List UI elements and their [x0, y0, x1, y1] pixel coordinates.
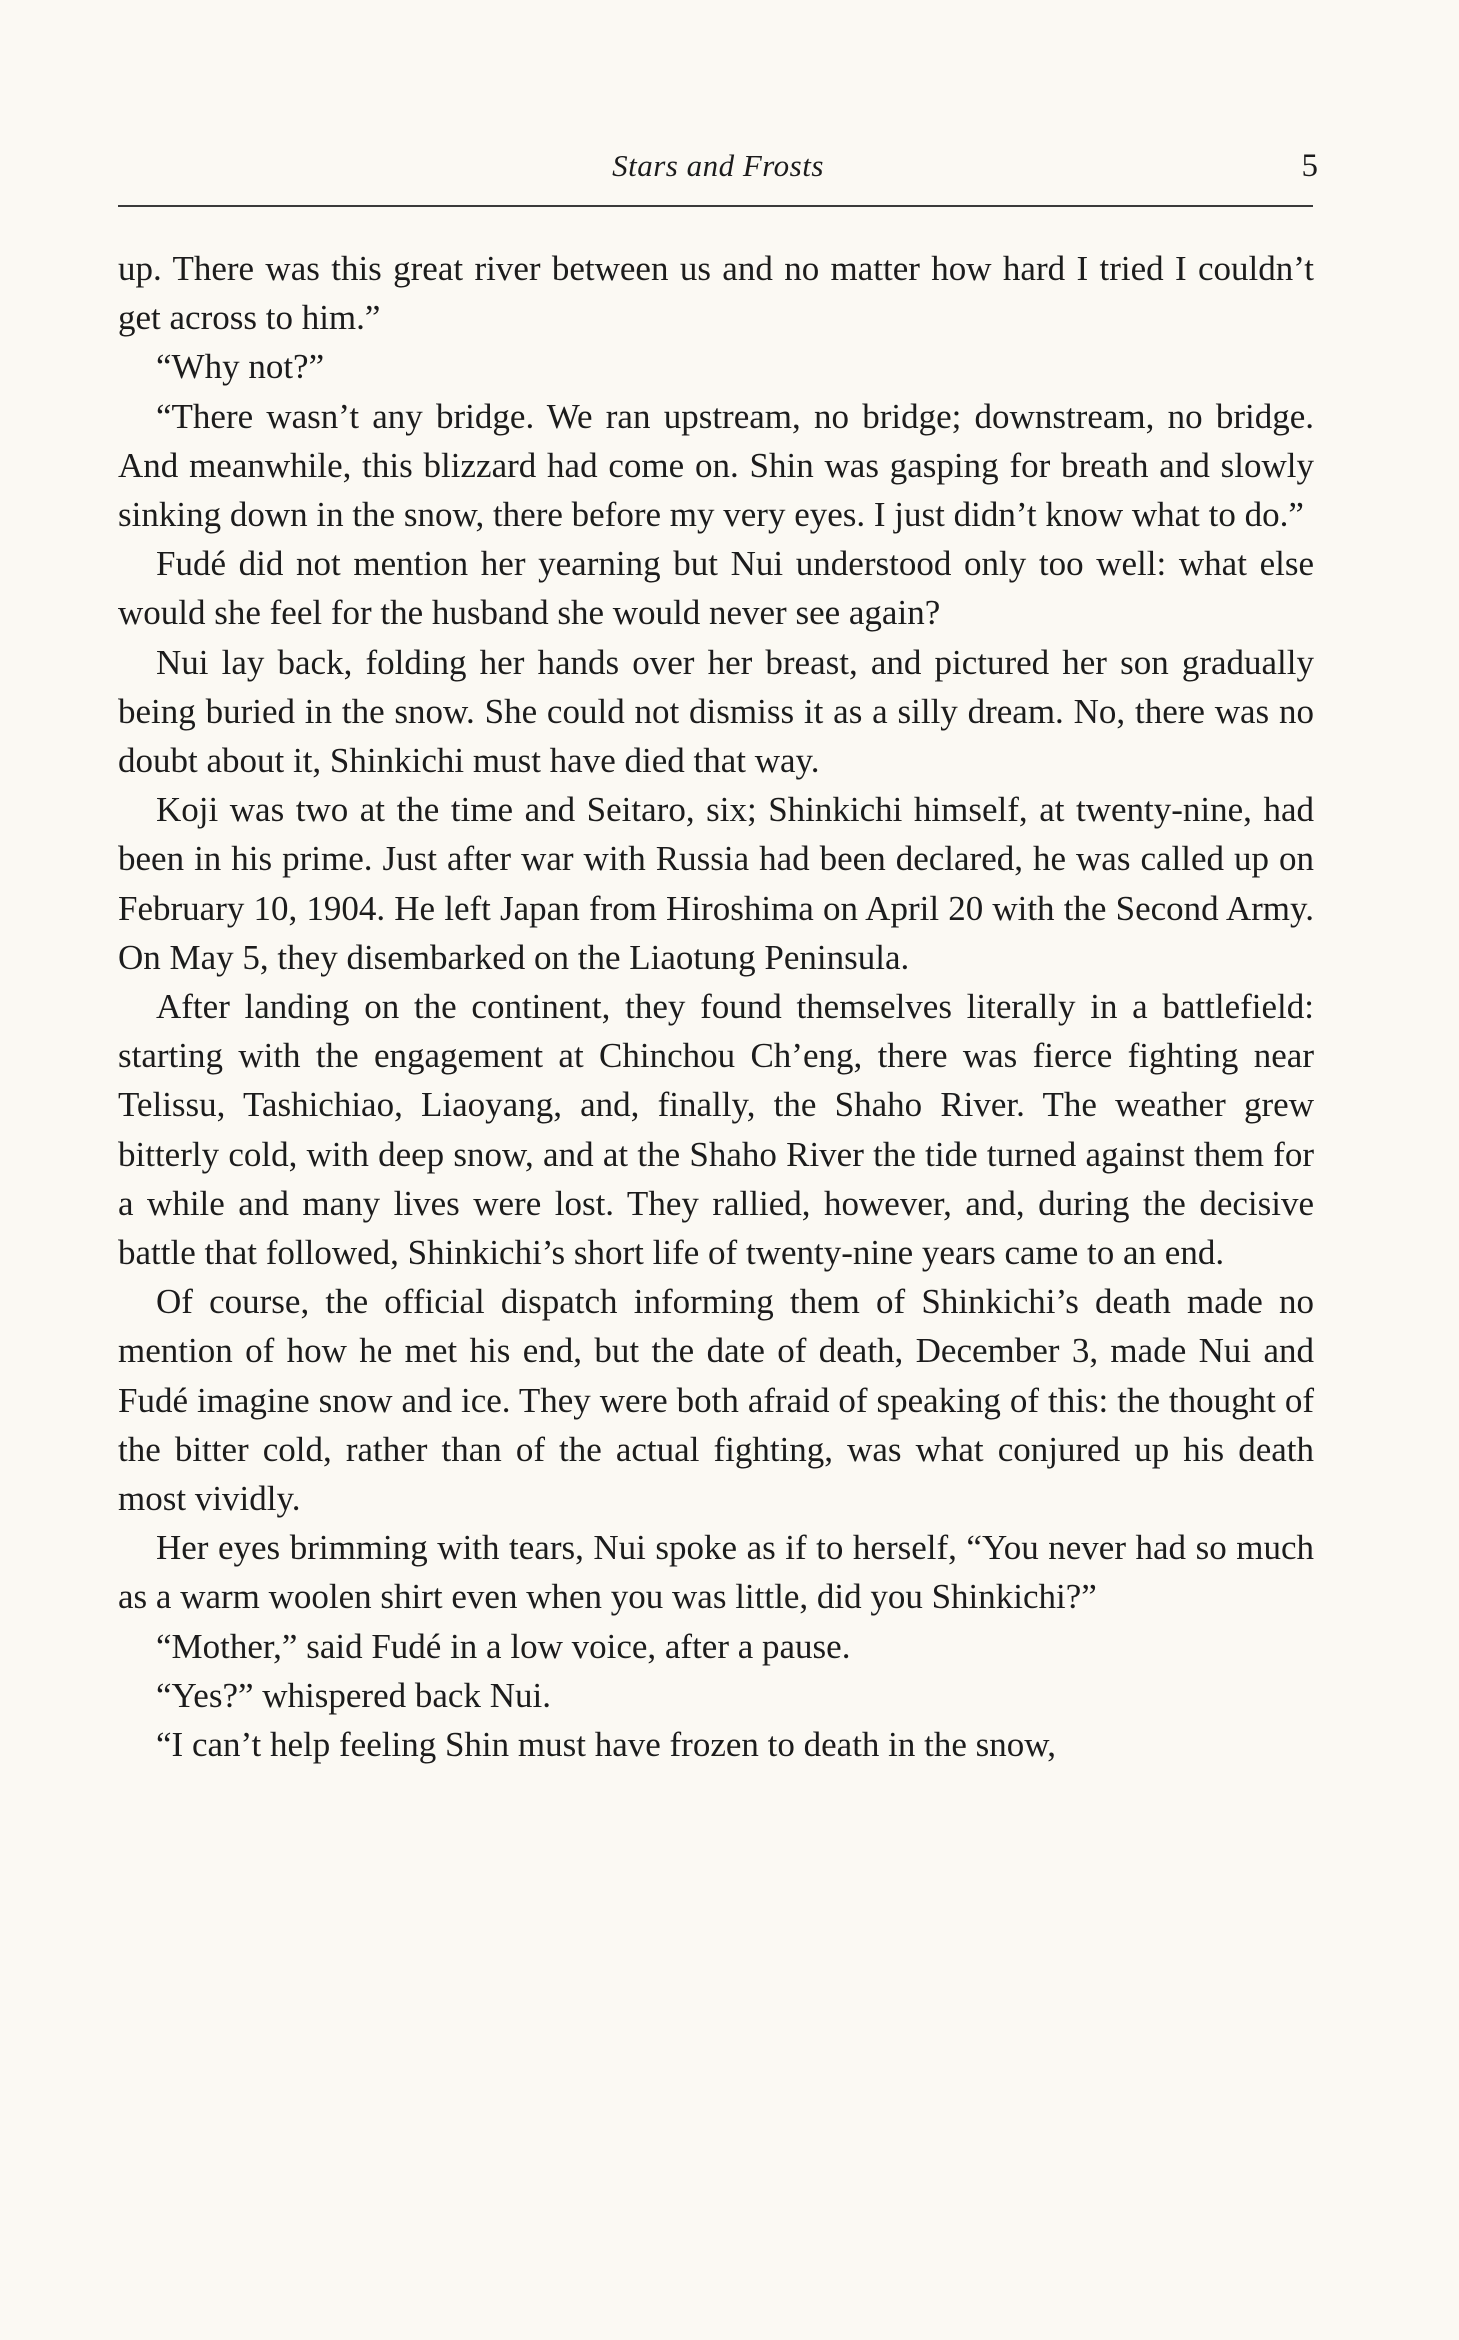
paragraph: “I can’t help feeling Shin must have frozen to death in the snow,	[156, 1725, 1057, 1765]
paragraph: “Yes?” whispered back Nui.	[156, 1675, 551, 1715]
paragraph: Koji was two at the time and Seitaro, six; Shinkichi himself, at twenty-nine, had been in his prime. Just after war with Russia had been declared, he was called up on February 10, 1904. He left Japan from Hiroshima on April 20 with the Second Army. On May 5, they disembarked on the Liaotung Peninsula.	[118, 790, 1314, 977]
page-number: 5	[1301, 148, 1318, 184]
paragraph: “Why not?”	[156, 347, 325, 387]
paragraph: Of course, the official dispatch informing them of Shinkichi’s death made no mention of how he met his end, but the date of death, December 3, made Nui and Fudé imagine snow and ice. They were both afraid of speaking of this: the thought of the bitter cold, rather than of the actual fighting, was what conjured up his death most vividly.	[118, 1282, 1314, 1519]
paragraph: Nui lay back, folding her hands over her breast, and pictured her son gradually being buried in the snow. She could not dismiss it as a silly dream. No, there was no doubt about it, Shinkichi must have died that way.	[118, 642, 1314, 781]
paragraph: Her eyes brimming with tears, Nui spoke as if to herself, “You never had so much as a warm woolen shirt even when you was little, did you Shinkichi?”	[118, 1528, 1314, 1617]
paragraph: up. There was this great river between us and no matter how hard I tried I couldn’t get across to him.”	[118, 249, 1314, 338]
paragraph: “There wasn’t any bridge. We ran upstream, no bridge; downstream, no bridge. And meanwhile, this blizzard had come on. Shin was gasping for breath and slowly sinking down in the snow, there before my very eyes. I just didn’t know what to do.”	[118, 396, 1314, 535]
running-head	[118, 148, 1318, 198]
paragraph: “Mother,” said Fudé in a low voice, after a pause.	[156, 1626, 851, 1666]
paragraph: After landing on the continent, they found themselves literally in a battlefield: starting with the engagement at Chinchou Ch’eng, there was fierce fighting near Telissu, Tashichiao, Liaoyang, and, finally, the Shaho River. The weather grew bitterly cold, with deep snow, and at the Shaho River the tide turned against them for a while and many lives were lost. They rallied, however, and, during the decisive battle that followed, Shinkichi’s short life of twenty-nine years came to an end.	[118, 987, 1314, 1273]
body-text	[118, 244, 1314, 1769]
running-title: Stars and Frosts	[612, 148, 824, 183]
paragraph: Fudé did not mention her yearning but Nui understood only too well: what else would she feel for the husband she would never see again?	[118, 544, 1314, 633]
header-rule	[118, 205, 1313, 207]
